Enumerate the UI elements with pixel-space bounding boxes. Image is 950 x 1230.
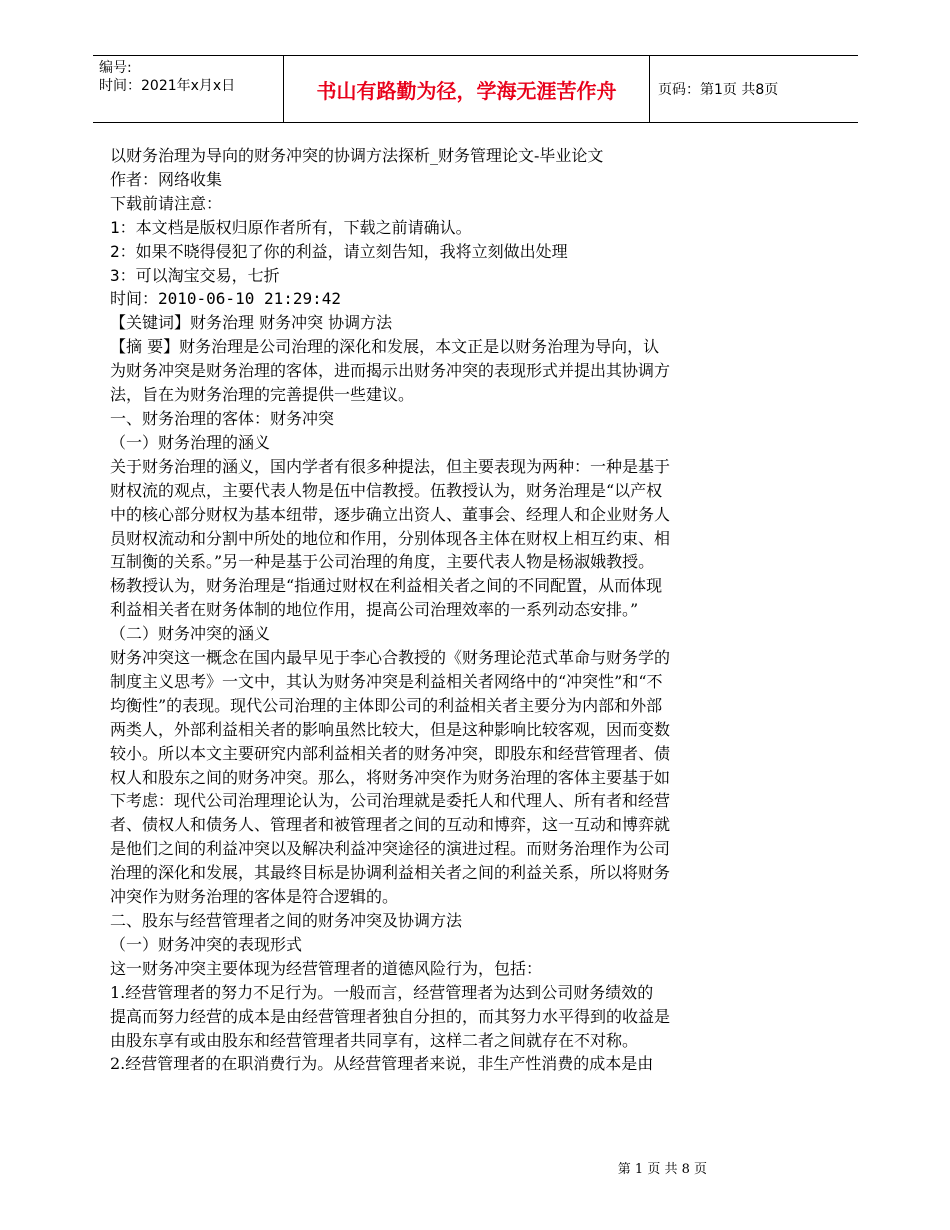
body-line: 由股东享有或由股东和经营管理者共同享有，这样二者之间就存在不对称。 [110,1030,639,1050]
body-line: 2.经营管理者的在职消费行为。从经营管理者来说，非生产性消费的成本是由 [110,1054,654,1074]
subsection-heading: （一）财务冲突的表现形式 [110,934,303,954]
body-line: 权人和股东之间的财务冲突。那么，将财务冲突作为财务治理的客体主要基于如 [110,767,671,787]
subsection-heading: （一）财务治理的涵义 [110,432,271,452]
document-title: 以财务治理为导向的财务冲突的协调方法探析_财务管理论文-毕业论文 [110,146,604,165]
abstract-line: 法，旨在为财务治理的完善提供一些建议。 [110,385,415,405]
header-meta [93,56,283,122]
body-line: 提高而努力经营的成本是由经营管理者独自分担的，而其努力水平得到的收益是 [110,1006,671,1026]
body-line: 员财权流动和分割中所处的地位和作用，分别体现各主体在财权上相互约束、相 [110,528,671,548]
body-line: 1.经营管理者的努力不足行为。一般而言，经营管理者为达到公司财务绩效的 [110,982,654,1002]
abstract-line: 为财务冲突是财务治理的客体，进而揭示出财务冲突的表现形式并提出其协调方 [110,361,671,381]
section-heading: 二、股东与经营管理者之间的财务冲突及协调方法 [110,911,463,930]
body-line: 者、债权人和债务人、管理者和被管理者之间的互动和博弈，这一互动和博弈就 [110,815,671,835]
notice-item: 2：如果不晓得侵犯了你的利益，请立刻告知，我将立刻做出处理 [110,241,568,261]
document-number-label: 编号: [99,60,132,76]
body-line: 均衡性”的表现。现代公司治理的主体即公司的利益相关者主要分为内部和外部 [110,695,663,715]
author-line: 作者：网络收集 [110,169,223,189]
page-footer: 第 1 页 共 8 页 [617,1162,707,1177]
body-line: 关于财务治理的涵义，国内学者有很多种提法，但主要表现为两种：一种是基于 [110,456,671,476]
body-line: 中的核心部分财权为基本纽带，逐步确立出资人、董事会、经理人和企业财务人 [110,504,671,524]
section-heading: 一、财务治理的客体：财务冲突 [110,408,335,428]
body-line: 杨教授认为，财务治理是“指通过财权在利益相关者之间的不同配置，从而体现 [110,576,663,596]
body-line: 下考虑：现代公司治理理论认为，公司治理就是委托人和代理人、所有者和经营 [110,791,671,811]
body-line: 较小。所以本文主要研究内部利益相关者的财务冲突，即股东和经营管理者、债 [110,743,671,763]
document-body [110,144,770,1076]
body-line: 财务冲突这一概念在国内最早见于李心合教授的《财务理论范式革命与财务学的 [110,648,671,668]
abstract-line: 【摘 要】财务治理是公司治理的深化和发展，本文正是以财务治理为导向，认 [110,337,660,357]
body-line: 冲突作为财务治理的客体是符合逻辑的。 [110,887,399,907]
body-line: 是他们之间的利益冲突以及解决利益冲突途径的演进过程。而财务治理作为公司 [110,839,671,859]
body-line: 财权流的观点，主要代表人物是伍中信教授。伍教授认为，财务治理是“以产权 [110,480,663,500]
body-line: 互制衡的关系。”另一种是基于公司治理的角度，主要代表人物是杨淑娥教授。 [110,552,655,572]
body-line: 利益相关者在财务体制的地位作用，提高公司治理效率的一系列动态安排。” [110,600,639,620]
notice-item: 3：可以淘宝交易，七折 [110,265,280,285]
header-page-label: 页码：第1页 共8页 [658,82,779,98]
body-line: 治理的深化和发展，其最终目标是协调利益相关者之间的利益关系，所以将财务 [110,863,671,883]
body-line: 两类人，外部利益相关者的影响虽然比较大，但是这种影响比较客观，因而变数 [110,719,671,739]
notice-item: 1：本文档是版权归原作者所有，下载之前请确认。 [110,217,472,237]
subsection-heading: （二）财务冲突的涵义 [110,624,271,644]
body-line: 制度主义思考》一文中，其认为财务冲突是利益相关者网络中的“冲突性”和“不 [110,671,663,691]
document-time-label: 时间：2021年x月x日 [99,78,236,94]
notice-heading: 下载前请注意： [110,193,223,213]
keywords-line: 【关键词】财务治理 财务冲突 协调方法 [110,313,393,333]
page-header [93,55,858,123]
header-motto: 书山有路勤为径，学海无涯苦作舟 [283,56,650,122]
body-line: 这一财务冲突主要体现为经营管理者的道德风险行为，包括： [110,958,543,978]
timestamp-line: 时间：2010-06-10 21:29:42 [110,289,342,309]
